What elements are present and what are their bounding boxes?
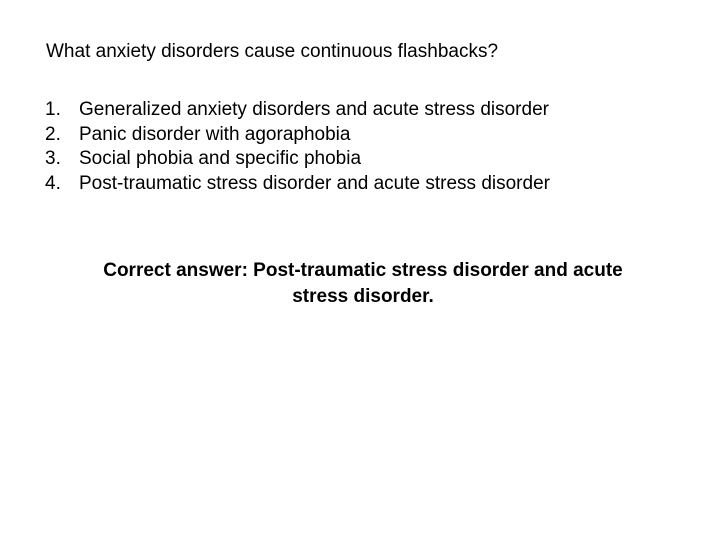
- option-text: Panic disorder with agoraphobia: [79, 123, 351, 145]
- correct-answer-line-2: stress disorder.: [292, 286, 434, 307]
- option-1: [45, 98, 550, 123]
- option-text: Generalized anxiety disorders and acute stress disorder: [79, 99, 549, 120]
- question-text: What anxiety disorders cause continuous flashbacks?: [46, 41, 499, 62]
- option-number: 1.: [45, 99, 61, 120]
- option-3: [45, 147, 550, 172]
- option-text: Social phobia and specific phobia: [79, 148, 362, 169]
- option-2: [45, 123, 550, 148]
- correct-answer: [28, 258, 698, 310]
- option-number: 3.: [45, 148, 61, 169]
- option-text: Post-traumatic stress disorder and acute stress disorder: [79, 172, 550, 194]
- options-list: [45, 98, 550, 196]
- option-number: 2.: [45, 123, 61, 145]
- option-number: 4.: [45, 172, 61, 194]
- correct-answer-line-1: Correct answer: Post-traumatic stress disorder and acute: [103, 260, 623, 281]
- option-4: [45, 172, 550, 197]
